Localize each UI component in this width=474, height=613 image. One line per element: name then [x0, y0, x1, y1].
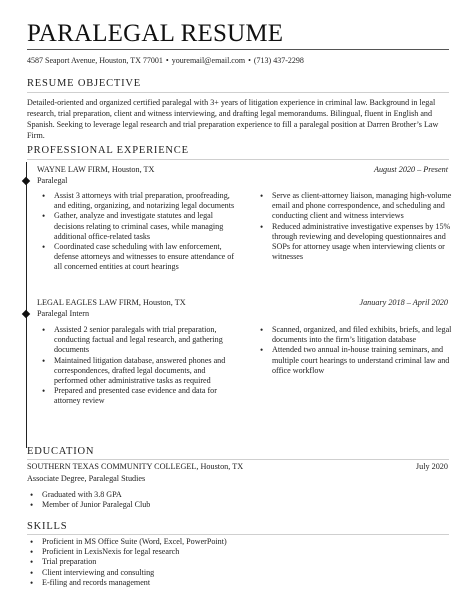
list-item: • Proficient in LexisNexis for legal research: [27, 547, 357, 557]
list-item: • Reduced administrative investigative expenses by 15% through reviewing and developing questionnaires and SOPs for attorney usage when interviewing clients or witnesses: [257, 222, 453, 263]
skills-divider: [27, 534, 449, 535]
job-company: LEGAL EAGLES LAW FIRM, Houston, TX: [37, 298, 186, 307]
education-school: SOUTHERN TEXAS COMMUNITY COLLEGEL, Houston, TX: [27, 462, 244, 471]
contact-separator: •: [248, 56, 251, 65]
job-company: WAYNE LAW FIRM, Houston, TX: [37, 165, 155, 174]
list-item: • Member of Junior Paralegal Club: [27, 500, 327, 510]
job-role: Paralegal: [37, 176, 68, 185]
list-item: • Maintained litigation database, answered phones and correspondences, drafted legal documents, and performed other administrative tasks as required: [39, 356, 235, 387]
title-divider: [27, 49, 449, 50]
job-role: Paralegal Intern: [37, 309, 90, 318]
education-heading: EDUCATION: [27, 446, 95, 457]
job-right-bullets: [257, 325, 453, 376]
education-divider: [27, 459, 449, 460]
list-item: • Coordinated case scheduling with law enforcement, defense attorneys and witnesses to ensure attendance of all concerned entities at court hearings: [39, 242, 235, 273]
list-item: • Graduated with 3.8 GPA: [27, 490, 327, 500]
list-item: • E-filing and records management: [27, 578, 357, 588]
contact-line: [27, 56, 304, 65]
timeline-marker: [22, 310, 30, 318]
timeline-marker: [22, 177, 30, 185]
education-date: July 2020: [415, 462, 448, 471]
list-item: • Gather, analyze and investigate statutes and legal decisions relating to criminal cases, while managing additional office-related tasks: [39, 211, 235, 242]
job-left-bullets: [39, 325, 235, 407]
list-item: • Trial preparation: [27, 557, 357, 567]
contact-separator: •: [165, 56, 169, 65]
skills-list: [27, 537, 357, 588]
list-item: • Client interviewing and consulting: [27, 568, 357, 578]
job-dates: August 2020 – Present: [373, 165, 448, 174]
list-item: • Proficient in MS Office Suite (Word, Excel, PowerPoint): [27, 537, 357, 547]
page-title: PARALEGAL RESUME: [27, 20, 284, 47]
job-right-bullets: [257, 191, 453, 262]
contact-phone: (713) 437-2298: [253, 56, 304, 65]
education-degree: Associate Degree, Paralegal Studies: [27, 474, 146, 483]
objective-divider: [27, 92, 449, 93]
list-item: • Assisted 2 senior paralegals with trial preparation, conducting factual and legal research, and gathering documents: [39, 325, 235, 356]
objective-text: Detailed-oriented and organized certified paralegal with 3+ years of litigation experience in criminal law. Background in legal research, trial preparation, client and witness interviewing, and drafting legal memorandums. Bilingual, fluent in English and Spanish. Seeking to leverage legal research and trial preparation experience to fill a paralegal position at Darren Brother’s Law Firm.: [27, 98, 439, 140]
contact-address: 4587 Seaport Avenue, Houston, TX 77001: [27, 56, 163, 65]
job-dates: January 2018 – April 2020: [359, 298, 448, 307]
contact-email[interactable]: youremail@email.com: [171, 56, 246, 65]
education-bullets: [27, 490, 327, 510]
objective-heading: RESUME OBJECTIVE: [27, 78, 142, 89]
list-item: • Serve as client-attorney liaison, managing high-volume email and phone correspondence, and scheduling and conducting client and witness interviews: [257, 191, 453, 222]
list-item: • Prepared and presented case evidence and data for attorney review: [39, 386, 235, 406]
experience-divider: [27, 159, 449, 160]
experience-timeline: [26, 162, 27, 448]
list-item: • Assist 3 attorneys with trial preparation, proofreading, and editing, organizing, and notarizing legal documents: [39, 191, 235, 211]
list-item: • Scanned, organized, and filed exhibits, briefs, and legal documents into the firm’s litigation database: [257, 325, 453, 345]
skills-heading: SKILLS: [27, 521, 68, 532]
list-item: • Attended two annual in-house training seminars, and multiple court hearings to understand criminal law and office workflow: [257, 345, 453, 376]
job-left-bullets: [39, 191, 235, 273]
experience-heading: PROFESSIONAL EXPERIENCE: [27, 145, 189, 156]
